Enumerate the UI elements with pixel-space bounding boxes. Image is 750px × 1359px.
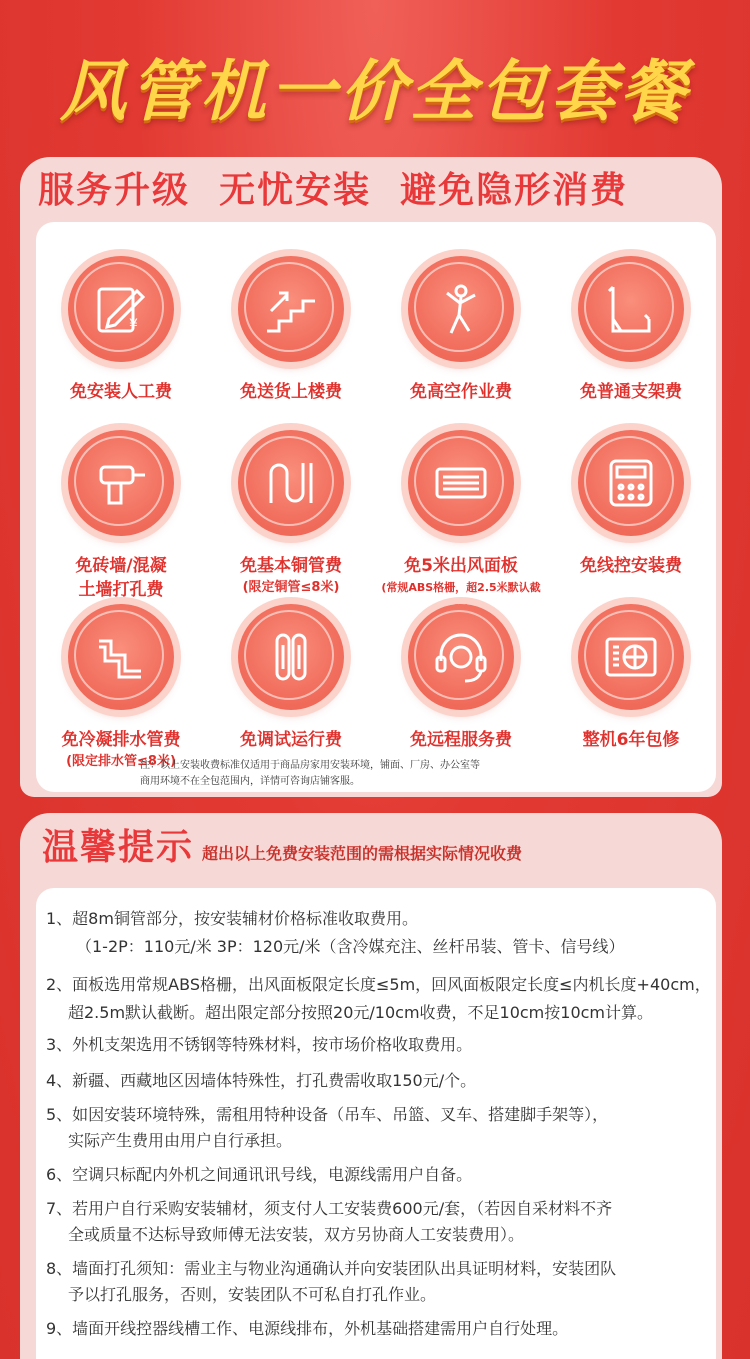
service-label: 免5米出风面板 [404, 556, 518, 576]
service-item [36, 256, 206, 404]
tip-line: 4、新疆、西藏地区因墙体特殊性，打孔费需收取150元/个。 [46, 1071, 477, 1090]
headset-service-icon [408, 604, 514, 710]
service-item [546, 430, 716, 578]
service-label: 免远程服务费 [410, 730, 512, 750]
climbing-worker-icon [408, 256, 514, 362]
tip-line: 5、如因安装环境特殊，需租用特种设备（吊车、吊篮、叉车、搭建脚手架等）， [46, 1105, 609, 1124]
tips-title: 温馨提示 [42, 827, 195, 868]
bracket-stand-icon [578, 256, 684, 362]
services-banner: 服务升级 无忧安装 避免隐形消费 [38, 170, 629, 211]
service-item [546, 604, 716, 752]
tip-line: 予以打孔服务，否则，安装团队不可私自打孔作业。 [68, 1285, 437, 1304]
copper-pipe-icon [238, 430, 344, 536]
tip-line: 全或质量不达标导致师傅无法安装，双方另协商人工安装费用）。 [68, 1225, 525, 1244]
service-label: 免砖墙/混凝 土墙打孔费 [75, 556, 167, 600]
service-item [376, 604, 546, 752]
service-item [206, 430, 376, 598]
service-item [376, 256, 546, 404]
tip-line: （1-2P：110元/米 3P：120元/米（含冷媒充注、丝杆吊装、管卡、信号线） [76, 937, 625, 956]
tip-line: 6、空调只标配内外机之间通讯讯号线，电源线需用户自备。 [46, 1165, 473, 1184]
service-label: 整机6年包修 [582, 730, 680, 750]
wire-controller-icon [578, 430, 684, 536]
svg-text:¥: ¥ [129, 317, 138, 333]
service-item [376, 430, 546, 618]
service-label: 免高空作业费 [410, 382, 512, 402]
drain-pipe-icon [68, 604, 174, 710]
service-item [206, 604, 376, 752]
stairs-icon [238, 256, 344, 362]
service-item [36, 430, 206, 602]
service-sublabel: (限定铜管≤8米) [242, 580, 340, 595]
tip-line: 9、墙面开线控器线槽工作、电源线排布，外机基础搭建需用户自行处理。 [46, 1319, 569, 1338]
service-sublabel: (限定排水管≤8米) [66, 754, 176, 769]
test-run-icon [238, 604, 344, 710]
service-item [546, 256, 716, 404]
tip-line: 1、超8m铜管部分，按安装辅材价格标准收取费用。 [46, 909, 418, 928]
service-label: 免线控安装费 [580, 556, 682, 576]
tips-banner [42, 820, 522, 876]
air-vent-panel-icon [408, 430, 514, 536]
services-footnote: 注：以上安装收费标准仅适用于商品房家用安装环境，铺面、厂房、办公室等 商用环境不在全包范围内，详情可咨询店铺客服。 [140, 760, 480, 787]
tip-line: 3、外机支架选用不锈钢等特殊材料，按市场价格收取费用。 [46, 1035, 473, 1054]
drill-icon [68, 430, 174, 536]
pen-yen-icon [68, 256, 174, 362]
service-sublabel: (常规ABS格栅，超2.5米默认截 [381, 581, 541, 594]
tip-line: 实际产生费用由用户自行承担。 [68, 1131, 293, 1150]
service-item [206, 256, 376, 404]
tip-line: 超2.5m默认截断。超出限定部分按照20元/10cm收费，不足10cm按10cm计算。 [68, 1003, 654, 1022]
tip-line: 7、若用户自行采购安装辅材，须支付人工安装费600元/套，（若因自采材料不齐 [46, 1199, 613, 1218]
tips-subtitle: 超出以上免费安装范围的需根据实际情况收费 [202, 844, 523, 863]
service-label: 免安装人工费 [70, 382, 172, 402]
service-label: 免冷凝排水管费 [61, 730, 181, 750]
tip-line: 8、墙面打孔须知：需业主与物业沟通确认并向安装团队出具证明材料，安装团队 [46, 1259, 617, 1278]
service-label: 免基本铜管费 [240, 556, 342, 576]
page-title: 风管机一价全包套餐 [60, 53, 690, 130]
service-label: 免调试运行费 [240, 730, 342, 750]
outdoor-unit-icon [578, 604, 684, 710]
service-label: 免普通支架费 [580, 382, 682, 402]
service-label: 免送货上楼费 [240, 382, 342, 402]
service-item [36, 604, 206, 772]
tip-line: 2、面板选用常规ABS格栅，出风面板限定长度≤5m，回风面板限定长度≤内机长度+40cm， [46, 975, 711, 994]
